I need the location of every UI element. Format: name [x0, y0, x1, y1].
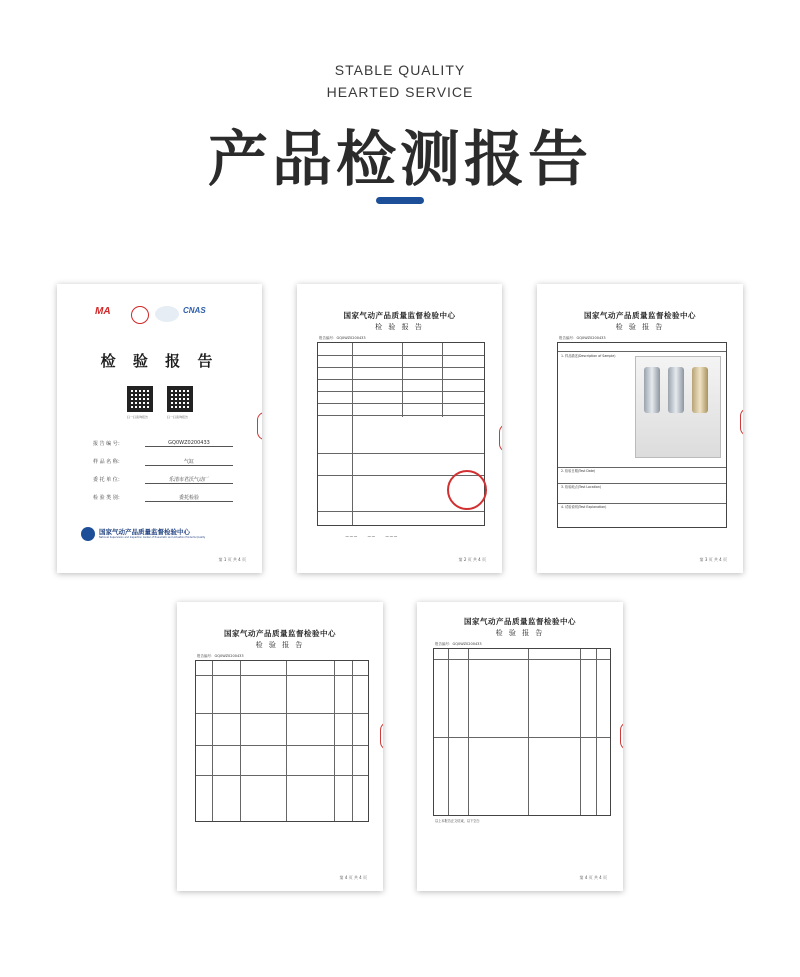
red-seal-stamp: [447, 470, 487, 510]
cylinder-photo: [635, 356, 721, 458]
page-number: 第 2 页 共 4 页: [458, 557, 486, 562]
field-label: 委 托 单 位：: [93, 477, 123, 483]
report-detail-page[interactable]: [417, 602, 623, 891]
field-test-type: [93, 494, 233, 504]
seal-edge-mark: [740, 408, 743, 436]
field-value: 气缸: [145, 458, 233, 466]
field-client: [93, 476, 233, 486]
field-value: 乐清市君沃气动厂: [145, 476, 233, 484]
field-label: 样 品 名 称：: [93, 459, 123, 465]
page-title: 产品检测报告: [208, 125, 592, 195]
seal-edge-mark: [620, 722, 623, 750]
page-number: 第 4 页 共 4 页: [579, 875, 607, 880]
seal-edge-mark: [499, 424, 502, 452]
report-number: 报告编号：GQ0WZ0200433: [559, 336, 606, 340]
page-number: 第 1 页 共 4 页: [218, 557, 246, 562]
doc-report-title: 检 验 报 告: [375, 323, 424, 331]
footer-note: 以上本报告正文结束，以下空白: [435, 819, 480, 823]
cma-logo-text: MA: [95, 306, 111, 317]
field-label: 报 告 编 号：: [93, 441, 123, 447]
institute-name: 国家气动产品质量监督检验中心: [99, 528, 190, 536]
field-report-number: [93, 440, 233, 450]
institute-block: [81, 527, 252, 541]
doc-report-title: 检 验 报 告: [495, 629, 545, 637]
ilac-mra-logo-icon: [155, 306, 179, 322]
field-sample-name: [93, 458, 233, 468]
section-test-location: 3. 检验地点(Test Location): [561, 485, 602, 489]
section-test-explanation: 4. 试验说明(Test Explanation): [561, 505, 607, 509]
cylinder-icon: [668, 367, 684, 413]
cylinder-icon: [692, 367, 708, 413]
cnas-logo: [183, 306, 217, 322]
ca-logo-icon: [131, 306, 149, 324]
cylinder-icon: [644, 367, 660, 413]
qr-caption: 扫一扫查询报告: [127, 415, 149, 419]
qr-code-icon: [169, 388, 191, 410]
title-accent-bar: [376, 197, 424, 204]
doc-institute-title: 国家气动产品质量监督检验中心: [464, 617, 576, 626]
field-value: GQ0WZ0200433: [145, 440, 233, 447]
qr-caption: 扫一扫查询报告: [167, 415, 189, 419]
qr-code-icon: [129, 388, 151, 410]
tagline-hearted-service: HEARTED SERVICE: [326, 84, 474, 100]
institute-seal-icon: [81, 527, 95, 541]
institute-name-en: National Supervision and Inspection Center of Pneumatic and Actuation Products Quality: [99, 536, 206, 539]
report-results-page[interactable]: [177, 602, 383, 891]
section-sample: 1. 样品描述(Description of Sample): [561, 354, 616, 358]
doc-institute-title: 国家气动产品质量监督检验中心: [584, 311, 696, 320]
cnas-logo-text: CNAS: [183, 306, 206, 315]
seal-edge-mark: [257, 412, 262, 440]
section-test-date: 2. 检验日期(Test Date): [561, 469, 596, 473]
seal-edge-mark: [380, 722, 383, 750]
page-number: 第 3 页 共 4 页: [699, 557, 727, 562]
report-number: 报告编号：GQ0WZ0200433: [319, 336, 366, 340]
report-info-page[interactable]: [297, 284, 502, 573]
report-photo-page[interactable]: [537, 284, 743, 573]
cma-logo: [95, 306, 125, 322]
detail-table: [433, 648, 611, 816]
report-cover-page[interactable]: [57, 284, 262, 573]
report-number: 报告编号：GQ0WZ0200433: [197, 654, 244, 658]
doc-institute-title: 国家气动产品质量监督检验中心: [343, 311, 456, 320]
signature-line: ∽∽∽ ∽∽ ∽∽∽: [345, 534, 398, 540]
report-number: 报告编号：GQ0WZ0200433: [435, 642, 482, 646]
field-label: 检 验 类 别：: [93, 495, 123, 501]
doc-institute-title: 国家气动产品质量监督检验中心: [224, 629, 336, 638]
doc-report-title: 检 验 报 告: [255, 641, 305, 649]
doc-report-title: 检 验 报 告: [615, 323, 665, 331]
field-value: 委托检验: [145, 494, 233, 502]
page-number: 第 4 页 共 4 页: [339, 875, 367, 880]
cover-report-title: 检 验 报 告: [100, 352, 219, 370]
results-table: [195, 660, 369, 822]
tagline-stable-quality: STABLE QUALITY: [334, 62, 466, 78]
